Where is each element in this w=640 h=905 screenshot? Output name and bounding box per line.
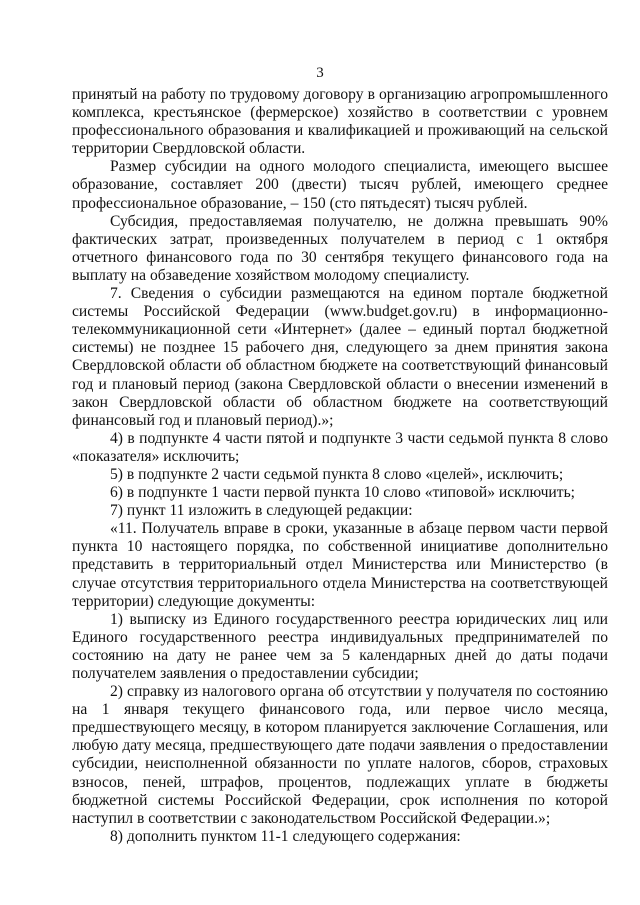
paragraph: 1) выписку из Единого государственного реестра юридических лиц или Единого государственного реестра индивидуальных предпринимателей по состоянию на дату не ранее чем за 5 календарных дней до даты подачи получателем заявления о предоставлении субсидии; xyxy=(72,610,608,682)
paragraph: 7) пункт 11 изложить в следующей редакции: xyxy=(110,502,413,520)
paragraph: 6) в подпункте 1 части первой пункта 10 слово «типовой» исключить; xyxy=(110,484,576,502)
paragraph: 5) в подпункте 2 части седьмой пункта 8 слово «целей», исключить; xyxy=(110,465,564,483)
paragraph: 8) дополнить пунктом 11-1 следующего содержания: xyxy=(110,827,461,845)
paragraph: 7. Сведения о субсидии размещаются на едином портале бюджетной системы Российской Федерации (www.budget.gov.ru) в информационно-телекоммуникационной сети «Интернет» (далее – единый портал бюджетной системы) не позднее 15 рабочего дня, следующего за днем принятия закона Свердловской области об областном бюджете на соответствующий финансовый год и плановый период (закона Свердловской области о внесении изменений в закон Свердловской области об областном бюджете на соответствующий финансовый год и плановый период).»; xyxy=(72,285,608,429)
paragraph: 4) в подпункте 4 части пятой и подпункте 3 части седьмой пункта 8 слово «показателя» исключить; xyxy=(72,429,608,465)
paragraph: 2) справку из налогового органа об отсутствии у получателя по состоянию на 1 января текущего финансового года, или первое число месяца, предшествующего месяцу, в котором планируется заключение Соглашения, или любую дату месяца, предшествующего дате подачи заявления о предоставлении субсидии, неисполненной обязанности по уплате налогов, сборов, страховых взносов, пеней, штрафов, процентов, подлежащих уплате в бюджеты бюджетной системы Российской Федерации, срок исполнения по которой наступил в соответствии с законодательством Российской Федерации.»; xyxy=(72,683,608,827)
page-number: 3 xyxy=(316,65,324,81)
paragraph: принятый на работу по трудовому договору в организацию агропромышленного комплекса, крестьянское (фермерское) хозяйство в соответствии с уровнем профессионального образования и квалификацией и проживающий на сельской территории Свердловской области. xyxy=(72,86,608,158)
paragraph: Размер субсидии на одного молодого специалиста, имеющего высшее образование, составляет 200 (двести) тысяч рублей, имеющего среднее профессиональное образование, – 150 (сто пятьдесят) тысяч рублей. xyxy=(72,158,608,212)
paragraph: «11. Получатель вправе в сроки, указанные в абзаце первом части первой пункта 10 настоящего порядка, по собственной инициативе дополнительно представить в территориальный отдел Министерства или Министерство (в случае отсутствия территориального отдела Министерства на соответствующей территории) следующие документы: xyxy=(72,520,608,610)
document-body xyxy=(72,86,608,846)
paragraph: Субсидия, предоставляемая получателю, не должна превышать 90% фактических затрат, произведенных получателем в период с 1 октября отчетного финансового года по 30 сентября текущего финансового года на выплату на обзаведение хозяйством молодому специалисту. xyxy=(72,212,608,284)
